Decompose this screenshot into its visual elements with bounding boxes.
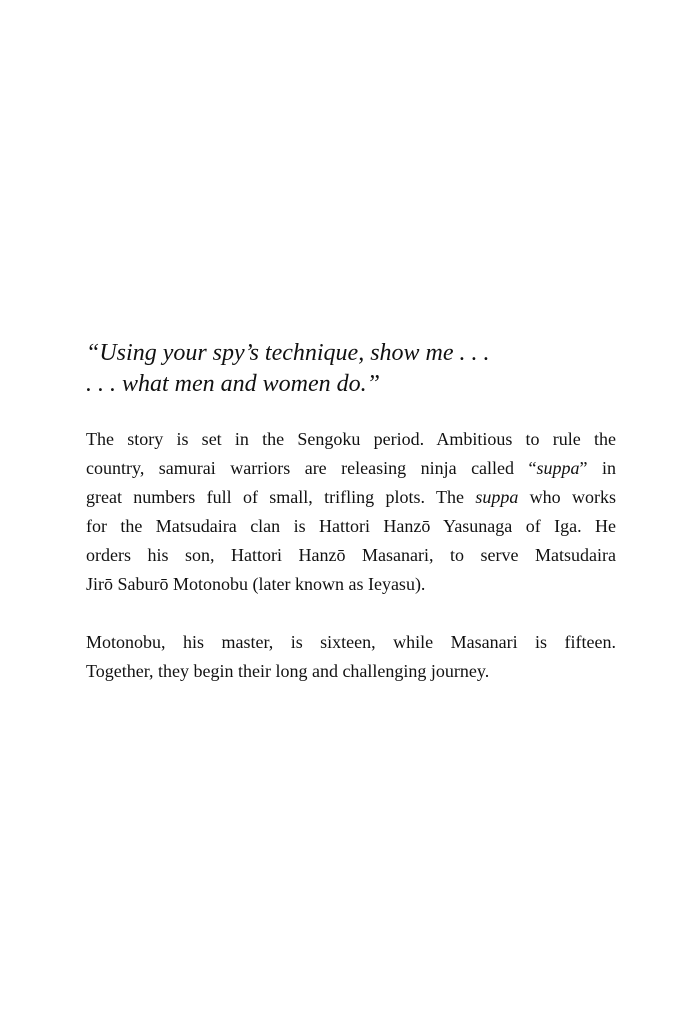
text-line: orders his son, Hattori Hanzō Masanari, to serve Matsudaira (86, 545, 616, 565)
italic-term: suppa (536, 458, 580, 478)
synopsis-paragraph-2 (86, 628, 616, 686)
italic-term: suppa (475, 487, 519, 507)
quote-line-1: “Using your spy’s technique, show me . . . (86, 340, 490, 366)
text-line: Motonobu, his master, is sixteen, while Masanari is fifteen. (86, 632, 616, 652)
epigraph-quote (86, 338, 626, 400)
text-line: country, samurai warriors are releasing ninja called “suppa” in (86, 458, 616, 478)
synopsis-paragraph-1 (86, 425, 616, 599)
quote-line-2: . . . what men and women do.” (86, 371, 380, 397)
text-line: Jirō Saburō Motonobu (later known as Ieyasu). (86, 574, 426, 594)
text-line: Together, they begin their long and challenging journey. (86, 661, 490, 681)
text-line: great numbers full of small, trifling plots. The suppa who works (86, 487, 617, 507)
synopsis (86, 425, 616, 686)
text-line: for the Matsudaira clan is Hattori Hanzō Yasunaga of Iga. He (86, 516, 616, 536)
text-line: The story is set in the Sengoku period. Ambitious to rule the (86, 429, 616, 449)
